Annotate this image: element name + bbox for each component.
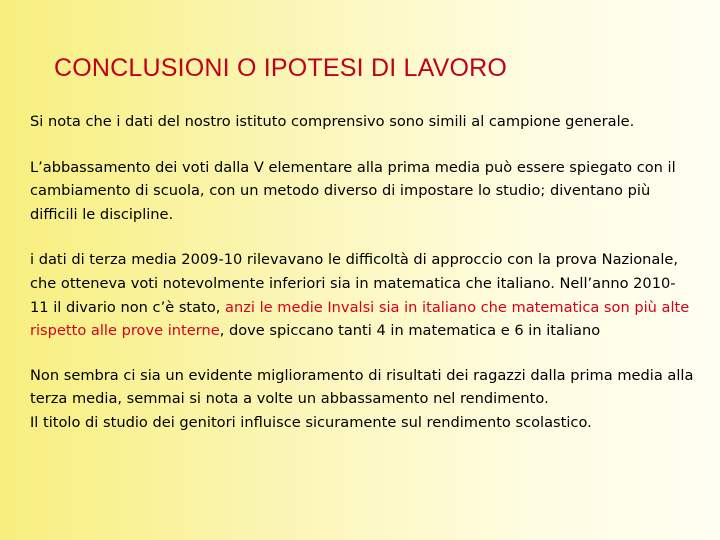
paragraph-no-improvement: Non sembra ci sia un evidente miglioramento di risultati dei ragazzi dalla prima media alla terza media, semmai si nota a volte un abbassamento nel rendimento. xyxy=(30,366,694,408)
paragraph-third-grade-text-end: , dove spiccano tanti 4 in matematica e 6 in italiano xyxy=(219,322,601,340)
paragraph-parents-education: Il titolo di studio dei genitori influisce sicuramente sul rendimento scolastico. xyxy=(30,413,592,431)
paragraph-third-grade-data xyxy=(30,248,694,342)
slide-title: CONCLUSIONI O IPOTESI DI LAVORO xyxy=(54,54,508,82)
highlighted-invalsi-text: anzi le medie Invalsi sia in italiano che matematica son più alte rispetto alle prove interne xyxy=(30,298,690,340)
slide-body xyxy=(30,110,694,435)
paragraph-grade-drop: L’abbassamento dei voti dalla V elementare alla prima media può essere spiegato con il cambiamento di scuola, con un metodo diverso di impostare lo studio; diventano più difficili le discipline. xyxy=(30,158,676,223)
paragraph-third-grade-text-start: i dati di terza media 2009-10 rilevavano le difficoltà di approccio con la prova Nazionale, che otteneva voti notevolmente inferiori sia in matematica che italiano. Nell’anno 2010-11 il divario non c’è stato, xyxy=(30,251,679,316)
paragraph-similar-data: Si nota che i dati del nostro istituto comprensivo sono simili al campione generale. xyxy=(30,113,635,130)
